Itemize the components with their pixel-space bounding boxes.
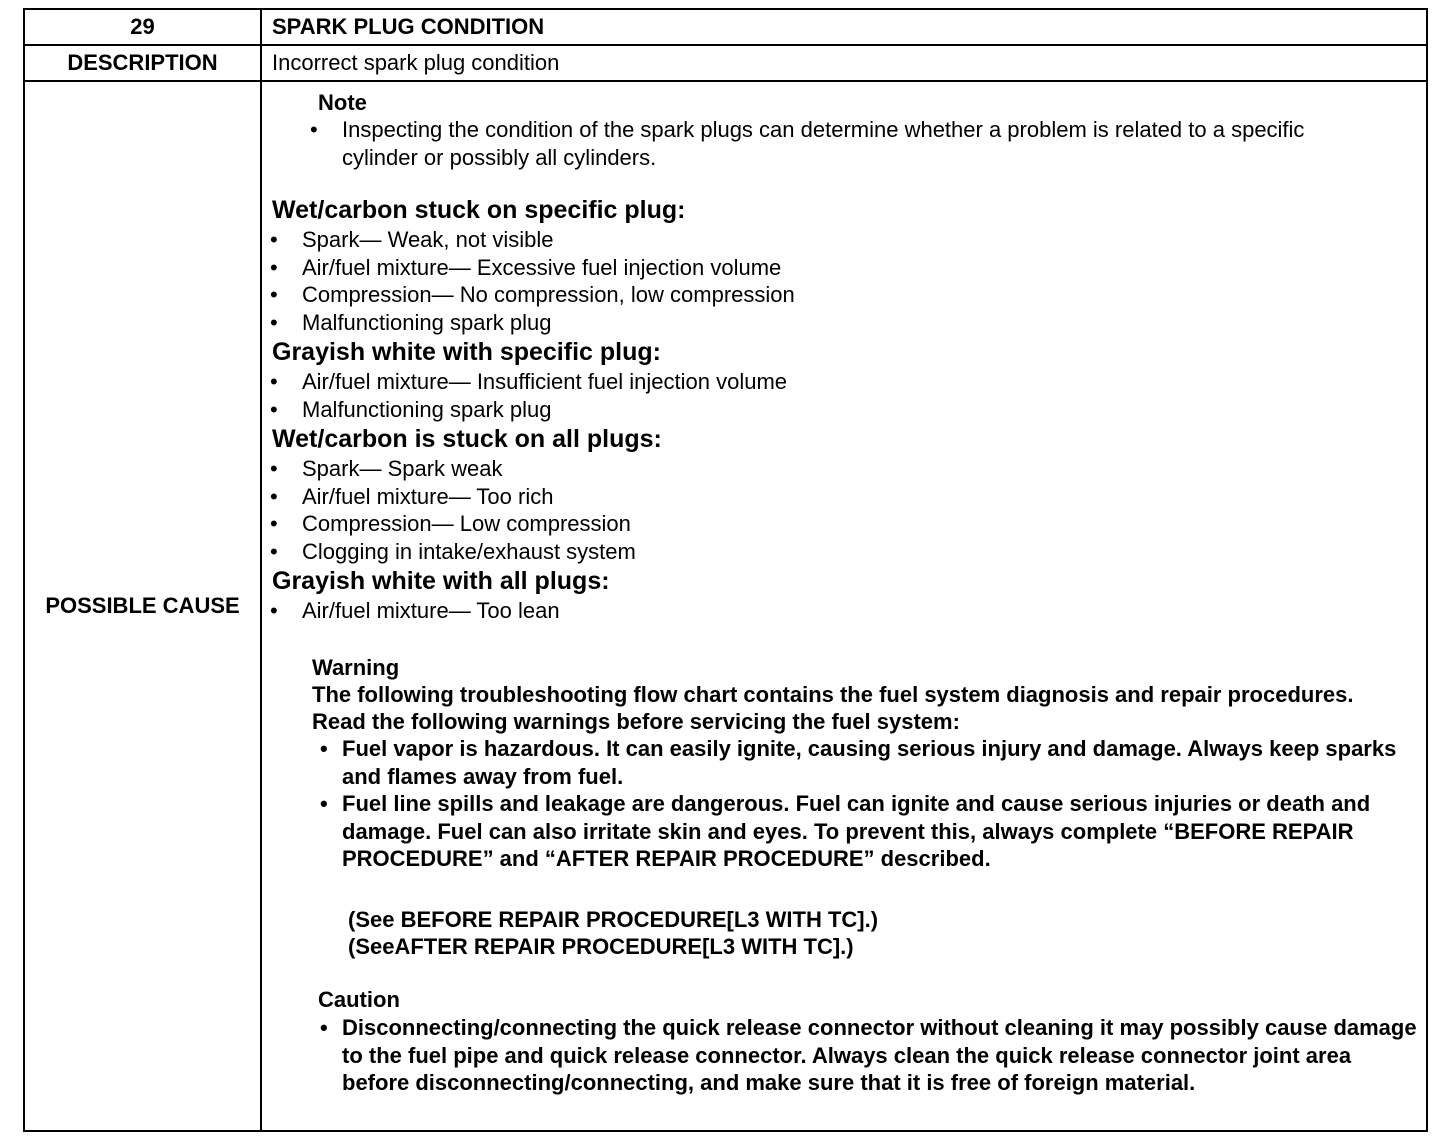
warning-intro: The following troubleshooting flow chart contains the fuel system diagnosis and repair procedures. Read the following warnings before servicing the fuel system: <box>312 682 1354 734</box>
note-block <box>302 116 1382 171</box>
warning-block <box>312 654 1412 873</box>
possible-cause-content <box>262 82 1426 1130</box>
list-item: • Air/fuel mixture— Too lean <box>262 597 1422 625</box>
description-text: Incorrect spark plug condition <box>272 50 560 75</box>
title-cell <box>262 10 1426 44</box>
list-item: • Air/fuel mixture— Excessive fuel injection volume <box>262 254 1422 282</box>
section-heading: Wet/carbon is stuck on all plugs: <box>272 425 662 453</box>
title-row <box>25 10 1426 46</box>
references-block <box>348 906 1248 960</box>
section-heading: Wet/carbon stuck on specific plug: <box>272 196 686 224</box>
warning-heading: Warning <box>312 655 400 680</box>
caution-item: • Disconnecting/connecting the quick release connector without cleaning it may possibly cause damage to the fuel pipe and quick release connector. Always clean the quick release connector joint area before disconnecting/connecting, and make sure that it is free of foreign material. <box>312 1014 1422 1097</box>
possible-cause-label: POSSIBLE CAUSE <box>25 82 262 1130</box>
reference-after: (SeeAFTER REPAIR PROCEDURE[L3 WITH TC].) <box>348 934 854 959</box>
warning-item: • Fuel vapor is hazardous. It can easily ignite, causing serious injury and damage. Always keep sparks and flames away from fuel. <box>312 735 1412 790</box>
row-number: 29 <box>25 10 262 44</box>
reference-before: (See BEFORE REPAIR PROCEDURE[L3 WITH TC].) <box>348 907 879 932</box>
list-item: • Spark— Weak, not visible <box>262 226 1422 254</box>
description-label: DESCRIPTION <box>25 46 262 80</box>
list-item: • Compression— No compression, low compression <box>262 281 1422 309</box>
description-cell <box>262 46 1426 80</box>
note-heading: Note <box>318 90 367 115</box>
caution-block <box>312 1014 1422 1097</box>
caution-heading-text: Caution <box>318 987 400 1012</box>
warning-item: • Fuel line spills and leakage are dangerous. Fuel can ignite and cause serious injuries or death and damage. Fuel can also irritate skin and eyes. To prevent this, always complete “BEFORE REPAIR PROCEDURE” and “AFTER REPAIR PROCEDURE” described. <box>312 790 1412 873</box>
section-heading: Grayish white with all plugs: <box>272 567 610 595</box>
conditions-block <box>262 194 1422 625</box>
list-item: • Clogging in intake/exhaust system <box>262 538 1422 566</box>
spark-plug-table <box>23 8 1428 1132</box>
list-item: • Compression— Low compression <box>262 510 1422 538</box>
list-item: • Spark— Spark weak <box>262 455 1422 483</box>
description-row <box>25 46 1426 82</box>
list-item: • Air/fuel mixture— Too rich <box>262 483 1422 511</box>
page-title: SPARK PLUG CONDITION <box>272 14 545 39</box>
section-heading: Grayish white with specific plug: <box>272 338 661 366</box>
list-item: • Malfunctioning spark plug <box>262 396 1422 424</box>
list-item: • Malfunctioning spark plug <box>262 309 1422 337</box>
caution-heading <box>318 986 400 1013</box>
list-item: • Air/fuel mixture— Insufficient fuel injection volume <box>262 368 1422 396</box>
possible-cause-row <box>25 82 1426 1130</box>
note-item: • Inspecting the condition of the spark plugs can determine whether a problem is related to a specific cylinder or possibly all cylinders. <box>302 116 1382 171</box>
